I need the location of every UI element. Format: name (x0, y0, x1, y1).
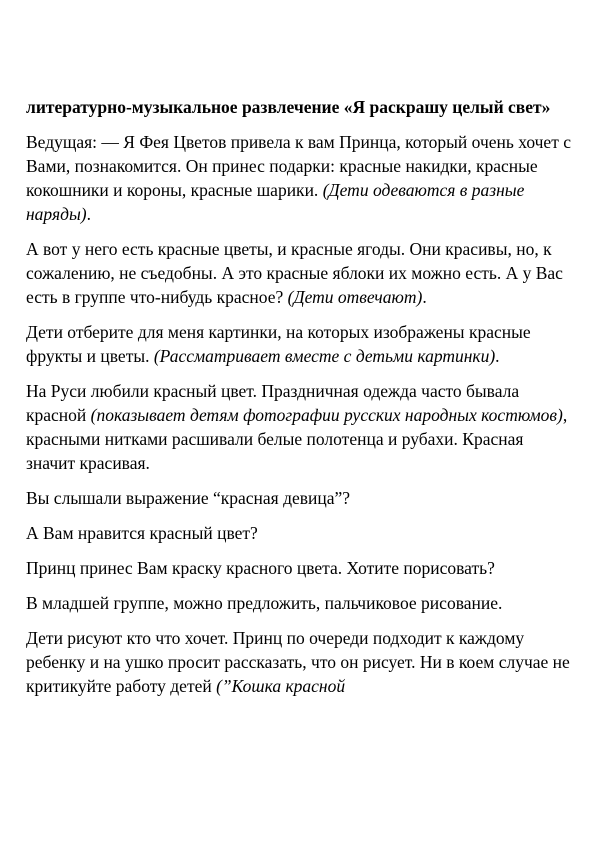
stage-direction: (Дети одеваются в разные наряды) (26, 180, 525, 224)
paragraph-text: На Руси любили красный цвет. Праздничная одежда часто бывала красной (26, 381, 520, 425)
stage-direction: (Рассматривает вместе с детьми картинки) (153, 346, 496, 366)
document-body (26, 130, 576, 698)
paragraph-text: . (422, 287, 427, 307)
paragraph-text: Дети отберите для меня картинки, на которых изображены красные фрукты и цветы. (26, 322, 531, 366)
paragraph (26, 591, 576, 615)
document-page (26, 95, 576, 709)
paragraph-text: А Вам нравится красный цвет? (26, 523, 258, 543)
paragraph (26, 320, 576, 368)
paragraph (26, 237, 576, 309)
stage-direction: (Дети отвечают) (287, 287, 423, 307)
paragraph-text: . (495, 346, 500, 366)
stage-direction: (”Кошка красной (216, 676, 346, 696)
paragraph (26, 556, 576, 580)
paragraph (26, 626, 576, 698)
paragraph (26, 521, 576, 545)
paragraph-text: В младшей группе, можно предложить, пальчиковое рисование. (26, 593, 503, 613)
paragraph (26, 486, 576, 510)
paragraph (26, 130, 576, 226)
paragraph (26, 379, 576, 475)
paragraph-text: Принц принес Вам краску красного цвета. Хотите порисовать? (26, 558, 495, 578)
paragraph-text: Ведущая: — Я Фея Цветов привела к вам Принца, который очень хочет с Вами, познакомится. Он принес подарки: красные накидки, красные кокошники и короны, красные шарики. (26, 132, 571, 200)
paragraph-text: Вы слышали выражение “красная девица”? (26, 488, 351, 508)
paragraph-text: А вот у него есть красные цветы, и красные ягоды. Они красивы, но, к сожалению, не съедобны. А это красные яблоки их можно есть. А у Вас есть в группе что-нибудь красное? (26, 239, 563, 307)
stage-direction: (показывает детям фотографии русских народных костюмов) (90, 405, 563, 425)
paragraph-text: Дети рисуют кто что хочет. Принц по очереди подходит к каждому ребенку и на ушко просит рассказать, что он рисует. Ни в коем случае не критикуйте работу детей (26, 628, 570, 696)
document-title: литературно-музыкальное развлечение «Я раскрашу целый свет» (26, 97, 551, 117)
paragraph-text: , красными нитками расшивали белые полотенца и рубахи. Красная значит красивая. (26, 405, 568, 473)
paragraph-text: . (86, 204, 91, 224)
